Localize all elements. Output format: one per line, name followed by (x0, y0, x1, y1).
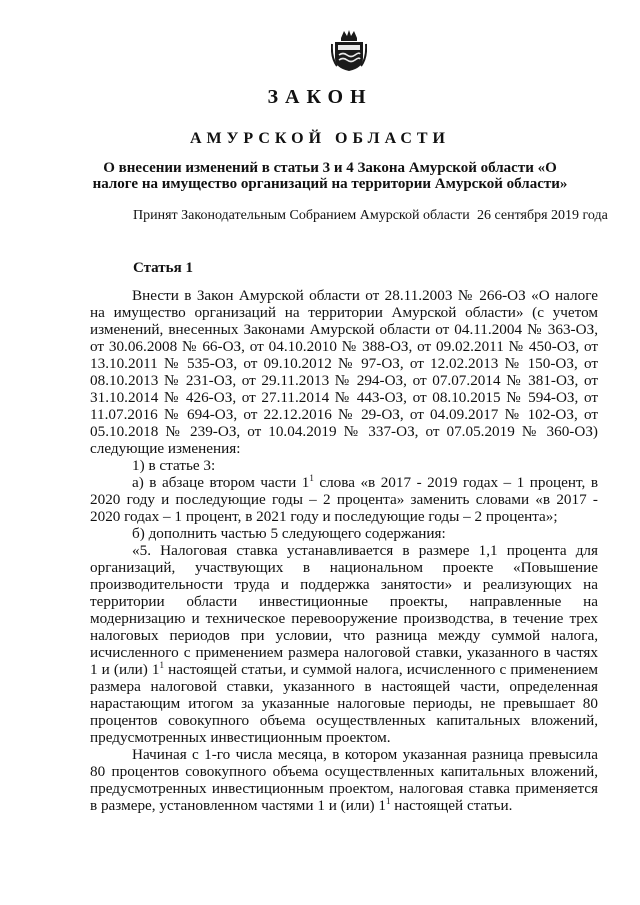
adoption-date: 26 сентября 2019 года (477, 208, 608, 223)
item-1b: б) дополнить частью 5 следующего содержания: (132, 525, 446, 542)
superscript-1: 1 (309, 472, 314, 483)
part-5-second-paragraph (90, 746, 598, 814)
part-5-paragraph (90, 542, 598, 746)
law-title: ЗАКОН (267, 86, 373, 108)
article-body (90, 287, 598, 814)
item-1: 1) в статье 3: (132, 457, 216, 474)
part-5b-text-end: настоящей статьи. (390, 797, 513, 814)
part-5-text-end: настоящей статьи, и суммой налога, исчисленного с применением размера налоговой ставки, указанного в настоящей части, определенная нарастающим итогом за указанные налоговые периоды, не превышает 80 процентов совокупного объема осуществленных капитальных вложений, предусмотренных инвестиционным проектом. (90, 661, 598, 746)
part-5-text-start: «5. Налоговая ставка устанавливается в размере 1,1 процента для организаций, участвующих в национальном проекте «Повышение производительности труда и поддержка занятости» и реализующих на территории области инвестиционные проекты, направленные на модернизацию и техническое перевооружение производства, в течение трех налоговых периодов при условии, что разница между суммой налога, исчисленного с применением размера налоговой ставки, указанного в частях 1 и (или) 1 (90, 542, 598, 678)
law-subject: О внесении изменений в статьи 3 и 4 Закона Амурской области «О налоге на имущество организаций на территории Амурской области» (92, 160, 568, 192)
article-heading: Статья 1 (133, 260, 193, 276)
superscript-1: 1 (385, 795, 391, 806)
intro-paragraph: Внести в Закон Амурской области от 28.11.2003 № 266-ОЗ «О налоге на имущество организаций на территории Амурской области» (с учетом изменений, внесенных Законами Амурской области от 04.11.2004 № 363-ОЗ, от 30.06.2008 № 66-ОЗ, от 04.10.2010 № 388-ОЗ, от 09.02.2011 № 450-ОЗ, от 13.10.2011 № 535-ОЗ, от 09.10.2012 № 97-ОЗ, от 12.02.2013 № 150-ОЗ, от 08.10.2013 № 231-ОЗ, от 29.11.2013 № 294-ОЗ, от 07.07.2014 № 381-ОЗ, от 31.10.2014 № 426-ОЗ, от 27.11.2014 № 443-ОЗ, от 08.10.2015 № 594-ОЗ, от 11.07.2016 № 694-ОЗ, от 22.12.2016 № 29-ОЗ, от 04.09.2017 № 102-ОЗ, от 05.10.2018 № 239-ОЗ, от 10.04.2019 № 337-ОЗ, от 07.05.2019 № 360-ОЗ) следующие изменения: (90, 287, 598, 457)
coat-of-arms-emblem (331, 28, 367, 72)
item-1a (90, 474, 598, 525)
item-1a-text-end: слова «в 2017 - 2019 годах – 1 процент, в 2020 году и последующие годы – 2 процента» заменить словами «в 2017 - 2020 годах – 1 процент, в 2021 году и последующие годы – 2 процента»; (90, 474, 598, 525)
item-1a-text-start: а) в абзаце втором части 1 (132, 474, 310, 491)
adopted-by: Принят Законодательным Собранием Амурской области (133, 208, 470, 223)
region-title: АМУРСКОЙ ОБЛАСТИ (190, 130, 450, 147)
superscript-1: 1 (159, 659, 165, 670)
part-5b-text-start: Начиная с 1-го числа месяца, в котором указанная разница превысила 80 процентов совокупного объема осуществленных капитальных вложений, предусмотренных инвестиционным проектом, налоговая ставка применяется в размере, установленном частями 1 и (или) 1 (90, 746, 598, 814)
